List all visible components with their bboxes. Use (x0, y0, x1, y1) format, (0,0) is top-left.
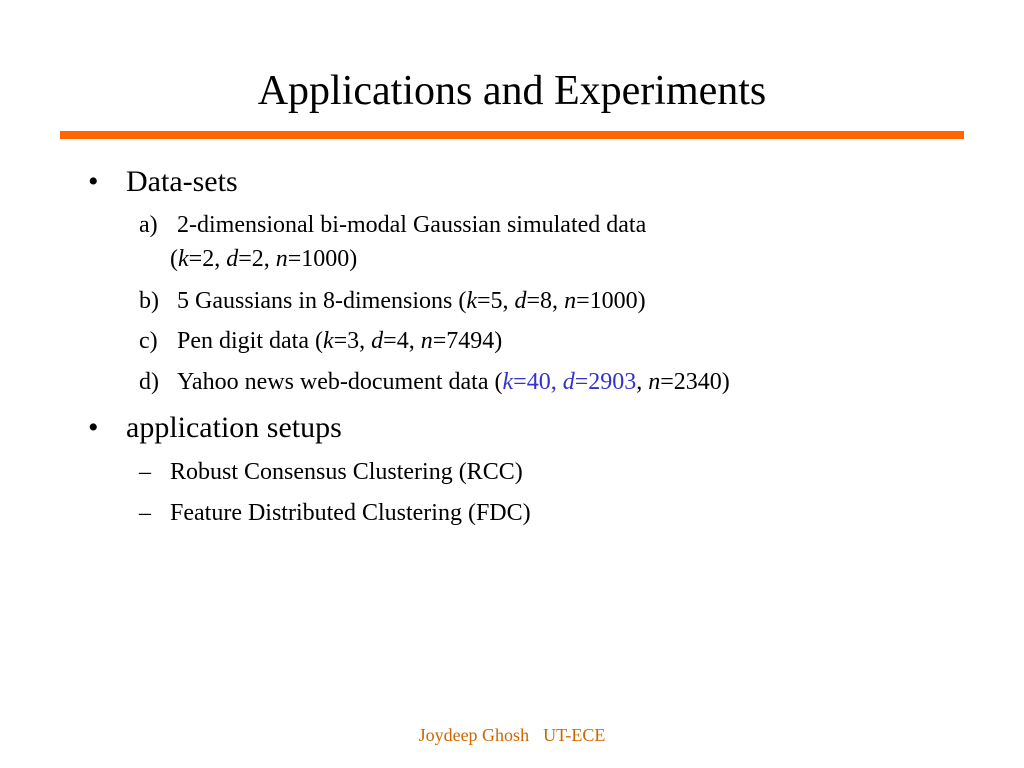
param-k: k (466, 288, 477, 314)
dataset-item-a-params (170, 244, 357, 274)
bullet-datasets (88, 164, 238, 200)
item-marker: a) (139, 212, 158, 238)
dash-marker: – (139, 500, 151, 526)
param-d: d (562, 369, 575, 395)
slide-title: Applications and Experiments (257, 68, 767, 114)
param-k: k (502, 369, 514, 395)
param-open: ( (170, 246, 178, 272)
setup-text: Feature Distributed Clustering (FDC) (170, 500, 531, 526)
param-close: ) (637, 288, 646, 314)
param-k-value: =3, (333, 328, 372, 354)
dataset-item-c (139, 326, 503, 356)
param-n: n (564, 288, 577, 314)
item-text: 5 Gaussians in 8-dimensions ( (177, 288, 467, 314)
param-n-value: =1000 (576, 288, 638, 314)
param-n: n (648, 369, 661, 395)
param-d: d (371, 328, 384, 354)
dataset-item-d (139, 367, 730, 397)
param-k: k (322, 328, 334, 354)
param-n-value: =7494 (432, 328, 495, 354)
param-close: ) (494, 328, 503, 354)
item-text: Pen digit data ( (177, 328, 323, 354)
param-k: k (178, 246, 189, 272)
param-d-value: =2903 (574, 369, 637, 395)
setup-item-rcc (139, 457, 523, 487)
param-d: d (226, 246, 239, 272)
footer-affiliation: UT-ECE (543, 725, 606, 745)
param-d-value: =2, (238, 246, 276, 272)
dash-marker: – (139, 459, 151, 485)
slide-footer (0, 724, 1024, 746)
setup-text: Robust Consensus Clustering (RCC) (170, 459, 523, 485)
bullet-marker: • (88, 165, 99, 198)
param-separator: , (636, 369, 649, 395)
dataset-item-a (139, 210, 647, 240)
dataset-item-b (139, 286, 646, 316)
footer-author: Joydeep Ghosh (418, 725, 530, 745)
bullet-label: application setups (126, 411, 342, 444)
param-close: ) (721, 369, 730, 395)
param-k-value: =2, (188, 246, 227, 272)
param-close: ) (349, 246, 358, 272)
bullet-marker: • (88, 411, 99, 444)
param-k-value: =40, (513, 369, 563, 395)
param-n: n (275, 246, 288, 272)
title-divider (60, 131, 964, 139)
setup-item-fdc (139, 498, 531, 528)
param-n-value: =1000 (287, 246, 350, 272)
param-d-value: =4, (383, 328, 421, 354)
item-text: Yahoo news web-document data ( (177, 369, 503, 395)
item-text: 2-dimensional bi-modal Gaussian simulated data (177, 212, 647, 238)
bullet-label: Data-sets (126, 165, 238, 198)
item-marker: d) (139, 369, 159, 395)
bullet-application-setups (88, 410, 342, 446)
item-marker: b) (139, 288, 159, 314)
param-d-value: =8, (526, 288, 565, 314)
param-n: n (420, 328, 433, 354)
param-d: d (514, 288, 527, 314)
param-n-value: =2340 (660, 369, 722, 395)
param-k-value: =5, (476, 288, 515, 314)
item-marker: c) (139, 328, 158, 354)
